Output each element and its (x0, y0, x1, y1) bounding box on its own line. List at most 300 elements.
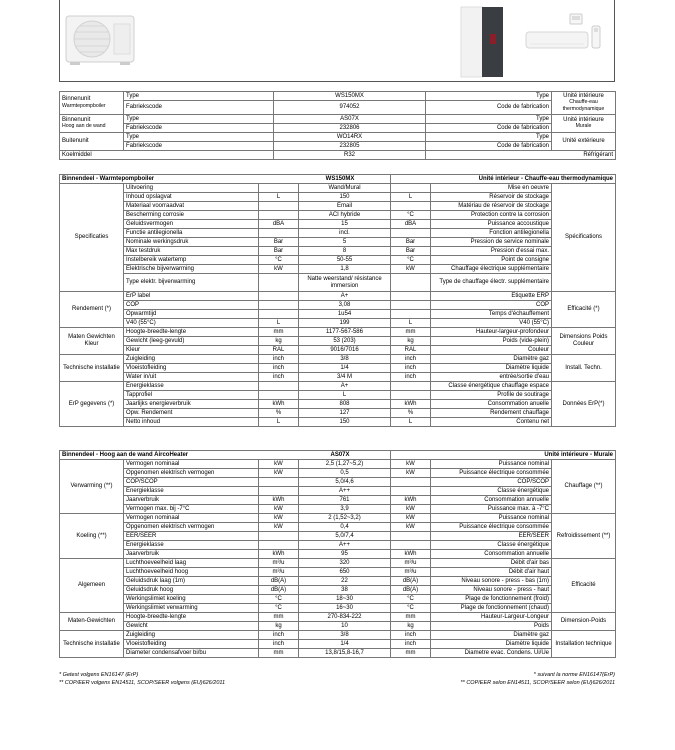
spec-unit-fr: L (391, 193, 431, 202)
spec-unit-fr: mm (391, 613, 431, 622)
spec-row (60, 373, 616, 382)
spec-unit-fr: Bar (391, 247, 431, 256)
spec-value: 5,0/7,4 (299, 532, 391, 541)
spec-label: Uitvoering (124, 184, 259, 193)
spec-label: Materiaal voorraadvat (124, 202, 259, 211)
spec-value: 2,5 (1,27~5,2) (299, 460, 391, 469)
spec-row (60, 292, 616, 301)
spec-row (60, 550, 616, 559)
spec-unit: °C (259, 256, 299, 265)
spec-label: Jaarverbruik (124, 496, 259, 505)
spec-label: Gewicht (leeg-gevuld) (124, 337, 259, 346)
spec-label: Opgenomen elektrisch vermogen (124, 469, 259, 478)
overview-label: Type (124, 133, 274, 142)
spec-unit: kW (259, 514, 299, 523)
spec-label: Werkingslimiet verwarming (124, 604, 259, 613)
spec-label: V40 (55°C) (124, 319, 259, 328)
spec-label: Jaarverbruik (124, 550, 259, 559)
spec-value: L (299, 391, 391, 400)
spec-unit-fr: L (391, 418, 431, 427)
overview-value: 232806 (274, 124, 426, 133)
spec-value: 0,5 (299, 469, 391, 478)
footnote-1-fr: * suivant la norme EN16147(ErP) (533, 672, 615, 678)
overview-value: WS150MX (274, 92, 426, 101)
spec-group-label: Maten Gewichten Kleur (60, 328, 124, 355)
spec-label: Opw. Rendement (124, 409, 259, 418)
spec-value: 1177-567-586 (299, 328, 391, 337)
spec-label-fr: Matériau de réservoir de stockage (431, 202, 552, 211)
spec-unit: kW (259, 505, 299, 514)
spec-unit-fr (391, 184, 431, 193)
spec-unit: kWh (259, 550, 299, 559)
spec-unit: dB(A) (259, 586, 299, 595)
overview-group-fr: Unité intérieure Chauffe-eau thermodynamique (552, 92, 616, 115)
spec-label-fr: Hauteur-largeur-profondeur (431, 328, 552, 337)
spec-unit-fr: mm (391, 328, 431, 337)
spec-row (60, 487, 616, 496)
spec-row (60, 400, 616, 409)
spec-value: 3,9 (299, 505, 391, 514)
overview-label-fr: Code de fabrication (426, 124, 552, 133)
spec-label-fr: COP (431, 301, 552, 310)
spec-label-fr: Réservoir de stockage (431, 193, 552, 202)
spec-value: 38 (299, 586, 391, 595)
spec-unit-fr: kW (391, 523, 431, 532)
spec-row (60, 496, 616, 505)
spec-row (60, 337, 616, 346)
spec-label-fr: Diamètre liquide (431, 364, 552, 373)
spec-unit: L (259, 319, 299, 328)
overview-label: Fabriekscode (124, 142, 274, 151)
spec-row (60, 418, 616, 427)
wall-header-nl: Binnendeel - Hoog aan de wand AircoHeater (60, 451, 391, 460)
spec-group-label-fr: Efficacité (552, 559, 616, 613)
spec-unit: L (259, 193, 299, 202)
spec-group-label: Algemeen (60, 559, 124, 613)
overview-group: Binnenunit Warmtepompboiler (60, 92, 124, 115)
spec-label: Vermogen max. bij -7°C (124, 505, 259, 514)
spec-row (60, 568, 616, 577)
spec-group-label: Technische installatie (60, 355, 124, 382)
spec-unit: kg (259, 622, 299, 631)
spec-unit-fr: °C (391, 604, 431, 613)
spec-unit: inch (259, 640, 299, 649)
spec-value: 320 (299, 559, 391, 568)
spec-value: 1u54 (299, 310, 391, 319)
spec-unit-fr: °C (391, 595, 431, 604)
spec-label-fr: Débit d'air haut (431, 568, 552, 577)
spec-label-fr: Mise en oeuvre (431, 184, 552, 193)
spec-value: 3/8 (299, 631, 391, 640)
spec-unit-fr: m³/u (391, 559, 431, 568)
spec-unit-fr (391, 532, 431, 541)
overview-value: AS07X (274, 115, 426, 124)
spec-unit-fr: L (391, 319, 431, 328)
spec-label: Water in/uit (124, 373, 259, 382)
spec-label-fr: Rendement chauffage (431, 409, 552, 418)
spec-value: Wand/Mural (299, 184, 391, 193)
spec-label-fr: COP/SCOP (431, 478, 552, 487)
spec-unit-fr (391, 391, 431, 400)
spec-label-fr: entrée/sortie d'eau (431, 373, 552, 382)
spec-unit-fr: kg (391, 337, 431, 346)
spec-unit: dB(A) (259, 577, 299, 586)
spec-label: COP/SCOP (124, 478, 259, 487)
spec-unit-fr: RAL (391, 346, 431, 355)
spec-group-label-fr: Efficacité (*) (552, 292, 616, 328)
footnote-2: ** COP/EER volgens EN14511, SCOP/SEER volgens (EU)626/2011 (59, 679, 226, 686)
spec-group-label-fr: Spécifications (552, 184, 616, 292)
spec-label: Jaarlijks energieverbruik (124, 400, 259, 409)
spec-label: Zuigleiding (124, 355, 259, 364)
spec-value: 1/4 (299, 364, 391, 373)
spec-label: Luchthoeveelheid hoog (124, 568, 259, 577)
spec-row (60, 523, 616, 532)
spec-row (60, 649, 616, 658)
spec-unit: kW (259, 265, 299, 274)
spec-row (60, 211, 616, 220)
wall-header-fr: Unité intérieure - Murale (391, 451, 616, 460)
spec-label-fr: Diamètre gaz (431, 355, 552, 364)
spec-unit-fr (391, 478, 431, 487)
spec-label: Energieklasse (124, 541, 259, 550)
spec-unit: m³/u (259, 568, 299, 577)
spec-label-fr: Profile de soutirage (431, 391, 552, 400)
spec-unit-fr (391, 310, 431, 319)
boiler-spec-table (59, 174, 616, 427)
spec-label-fr: Poids (431, 622, 552, 631)
spec-label: Opwarmtijd (124, 310, 259, 319)
spec-unit (259, 310, 299, 319)
spec-label: Tapprofiel (124, 391, 259, 400)
overview-label-fr: Code de fabrication (426, 142, 552, 151)
spec-row (60, 229, 616, 238)
wall-header-model: AS07X (330, 452, 350, 458)
spec-unit (259, 391, 299, 400)
spec-row (60, 613, 616, 622)
spec-value: 8 (299, 247, 391, 256)
spec-unit-fr: dB(A) (391, 577, 431, 586)
spec-label-fr: Contenu net (431, 418, 552, 427)
spec-label-fr: EER/SEER (431, 532, 552, 541)
spec-label-fr: Classe énergétique (431, 541, 552, 550)
spec-label-fr: Fonction antilegionella (431, 229, 552, 238)
spec-label-fr: Couleur (431, 346, 552, 355)
spec-label-fr: Poids (vide-plein) (431, 337, 552, 346)
spec-value: 270-834-222 (299, 613, 391, 622)
spec-value: 95 (299, 550, 391, 559)
spec-row (60, 460, 616, 469)
spec-unit: mm (259, 613, 299, 622)
spec-row (60, 622, 616, 631)
footnotes-nl (59, 672, 225, 687)
spec-unit: kg (259, 337, 299, 346)
spec-value: 18~30 (299, 595, 391, 604)
spec-unit-fr: kW (391, 265, 431, 274)
spec-label-fr: Hauteur-Largeur-Longeur (431, 613, 552, 622)
spec-value: 22 (299, 577, 391, 586)
spec-row (60, 577, 616, 586)
spec-unit-fr: inch (391, 364, 431, 373)
spec-value: 0,4 (299, 523, 391, 532)
spec-label: Kleur (124, 346, 259, 355)
spec-label: Geluidsdruk laag (1m) (124, 577, 259, 586)
spec-row (60, 532, 616, 541)
spec-row (60, 319, 616, 328)
spec-row (60, 640, 616, 649)
spec-row (60, 631, 616, 640)
spec-row (60, 310, 616, 319)
spec-unit: kWh (259, 496, 299, 505)
spec-unit: inch (259, 355, 299, 364)
spec-unit-fr (391, 292, 431, 301)
overview-label-fr: Type (426, 92, 552, 101)
spec-value: 3/4 M (299, 373, 391, 382)
spec-unit-fr: °C (391, 211, 431, 220)
spec-label-fr: Puissance nominal (431, 460, 552, 469)
spec-unit-fr (391, 301, 431, 310)
spec-row (60, 391, 616, 400)
spec-row (60, 586, 616, 595)
spec-group-label-fr: Installation technique (552, 631, 616, 658)
spec-label-fr: Classe énergétique chauffage espace (431, 382, 552, 391)
spec-label-fr: Pression d'essai max. (431, 247, 552, 256)
spec-unit: inch (259, 364, 299, 373)
spec-unit: inch (259, 631, 299, 640)
outdoor-unit-image (64, 14, 136, 66)
spec-label: Max testdruk (124, 247, 259, 256)
spec-unit (259, 211, 299, 220)
overview-label: Fabriekscode (124, 124, 274, 133)
spec-group-label: Koeling (**) (60, 514, 124, 559)
spec-label-fr: Diametre evac. Condens. Ui/Ue (431, 649, 552, 658)
spec-unit (259, 541, 299, 550)
spec-value: 199 (299, 319, 391, 328)
spec-value: 3,08 (299, 301, 391, 310)
spec-label-fr: Point de consigne (431, 256, 552, 265)
spec-unit-fr: % (391, 409, 431, 418)
wall-unit-spec-table (59, 450, 616, 658)
overview-group-fr: Unité intérieure Murale (552, 115, 616, 133)
spec-unit-fr: mm (391, 649, 431, 658)
spec-unit-fr: kW (391, 460, 431, 469)
spec-unit: Bar (259, 238, 299, 247)
spec-unit-fr: kW (391, 505, 431, 514)
spec-row (60, 505, 616, 514)
spec-unit: mm (259, 649, 299, 658)
spec-label: Nominale werkingsdruk (124, 238, 259, 247)
spec-row (60, 346, 616, 355)
spec-row (60, 184, 616, 193)
spec-label: Instelbereik watertemp (124, 256, 259, 265)
spec-group-label-fr: Refroidissement (**) (552, 514, 616, 559)
spec-value: 127 (299, 409, 391, 418)
spec-group-label-fr: Install. Techn. (552, 355, 616, 382)
spec-row (60, 328, 616, 337)
spec-row (60, 364, 616, 373)
spec-unit: RAL (259, 346, 299, 355)
spec-value: 13,8/15,8-16,7 (299, 649, 391, 658)
spec-unit-fr: kWh (391, 550, 431, 559)
spec-label: Type elektr. bijverwarming (124, 274, 259, 292)
spec-value: 2 (1,52~3,2) (299, 514, 391, 523)
spec-value: Natte weerstand/ résistance immersion (299, 274, 391, 292)
spec-value: 5 (299, 238, 391, 247)
spec-unit: kW (259, 523, 299, 532)
spec-label: ErP label (124, 292, 259, 301)
spec-unit (259, 292, 299, 301)
spec-label: Inhoud opslagvat (124, 193, 259, 202)
spec-label: Hoogte-breedte-lengte (124, 613, 259, 622)
spec-label-fr: Puissance nominal (431, 514, 552, 523)
spec-value: A++ (299, 487, 391, 496)
spec-label-fr: Niveau sonore - press - bas (1m) (431, 577, 552, 586)
boiler-header-nl: Binnendeel - Warmtepompboiler (60, 175, 391, 184)
spec-group-label: ErP gegevens (*) (60, 382, 124, 427)
spec-unit-fr: kWh (391, 400, 431, 409)
spec-row (60, 247, 616, 256)
spec-row (60, 301, 616, 310)
spec-label: Vloeistofleiding (124, 640, 259, 649)
spec-unit: L (259, 418, 299, 427)
spec-unit-fr: dB(A) (391, 586, 431, 595)
boiler-header-fr: Unité intérieur - Chauffe-eau thermodynamique (391, 175, 616, 184)
spec-value: 15 (299, 220, 391, 229)
boiler-header-model: WS150MX (325, 176, 355, 182)
spec-row (60, 256, 616, 265)
spec-label-fr: Consommation annuelle (431, 496, 552, 505)
spec-unit: m³/u (259, 559, 299, 568)
spec-label: Gewicht (124, 622, 259, 631)
spec-unit-fr: inch (391, 640, 431, 649)
spec-row (60, 202, 616, 211)
spec-unit (259, 184, 299, 193)
spec-group-label-fr: Données ErP(*) (552, 382, 616, 427)
spec-value: 53 (203) (299, 337, 391, 346)
spec-label-fr: Plage de fonctionnement (froid) (431, 595, 552, 604)
spec-label-fr: Plage de fonctionnement (chaud) (431, 604, 552, 613)
spec-value: 1,8 (299, 265, 391, 274)
spec-value: A++ (299, 541, 391, 550)
spec-label-fr: Type de chauffage électr. supplémentaire (431, 274, 552, 292)
footnotes-fr (461, 672, 615, 687)
spec-unit-fr: inch (391, 355, 431, 364)
spec-label-fr: Puissance max. à -7°C (431, 505, 552, 514)
spec-group-label-fr: Dimensions Poids Couleur (552, 328, 616, 355)
spec-label: Geluidsdruk hoog (124, 586, 259, 595)
spec-row (60, 514, 616, 523)
spec-group-label: Verwarming (**) (60, 460, 124, 514)
spec-unit-fr: inch (391, 373, 431, 382)
spec-value: 808 (299, 400, 391, 409)
spec-row (60, 238, 616, 247)
spec-unit-fr (391, 541, 431, 550)
refrigerant-value: R32 (274, 151, 426, 160)
spec-row (60, 382, 616, 391)
spec-unit-fr: kg (391, 622, 431, 631)
spec-label-fr: Consommation anuelle (431, 400, 552, 409)
spec-group-label: Technische installatie (60, 631, 124, 658)
spec-row (60, 604, 616, 613)
spec-group-label-fr: Chauffage (**) (552, 460, 616, 514)
spec-value: 5,0/4,6 (299, 478, 391, 487)
overview-group: Binnenunit Hoog aan de wand (60, 115, 124, 133)
overview-table (59, 91, 616, 160)
spec-label: Elektrische bijverwarming (124, 265, 259, 274)
overview-value: WO14RX (274, 133, 426, 142)
spec-unit-fr: dBA (391, 220, 431, 229)
overview-value: 974052 (274, 101, 426, 115)
spec-unit: Bar (259, 247, 299, 256)
spec-unit (259, 274, 299, 292)
spec-label-fr: Temps d'échauffement (431, 310, 552, 319)
spec-label-fr: Protection contre la corrosion (431, 211, 552, 220)
spec-label: Opgenomen elektrisch vermogen (124, 523, 259, 532)
spec-value: 1/4 (299, 640, 391, 649)
spec-label-fr: V40 (55°C) (431, 319, 552, 328)
spec-label: Luchthoeveelheid laag (124, 559, 259, 568)
spec-unit-fr: kW (391, 469, 431, 478)
spec-value: ACI hybride (299, 211, 391, 220)
spec-unit: °C (259, 604, 299, 613)
overview-group: Buitenunit (60, 133, 124, 151)
heat-pump-boiler-image (460, 6, 504, 78)
overview-label-fr: Type (426, 133, 552, 142)
spec-label: Vermogen nominaal (124, 460, 259, 469)
spec-value: 3/8 (299, 355, 391, 364)
spec-row (60, 220, 616, 229)
spec-row (60, 559, 616, 568)
spec-row (60, 265, 616, 274)
footnote-2-fr: ** COP/EER selon EN14511, SCOP/SEER selon (EU)626/2011 (460, 679, 615, 686)
spec-unit (259, 532, 299, 541)
footnote-1: * Getest volgens EN16147 (ErP) (59, 672, 139, 678)
spec-value: 150 (299, 418, 391, 427)
spec-unit-fr: kW (391, 514, 431, 523)
spec-label-fr: Puissance électrique consommée (431, 523, 552, 532)
overview-label-fr: Code de fabrication (426, 101, 552, 115)
spec-label-fr: Puissance électrique consommée (431, 469, 552, 478)
spec-value: A+ (299, 292, 391, 301)
spec-value: 650 (299, 568, 391, 577)
spec-unit (259, 487, 299, 496)
overview-label: Type (124, 92, 274, 101)
spec-value: 16~30 (299, 604, 391, 613)
overview-label: Fabriekscode (124, 101, 274, 115)
spec-unit (259, 301, 299, 310)
spec-value: 9016/7016 (299, 346, 391, 355)
spec-unit: °C (259, 595, 299, 604)
spec-label-fr: Etiquette ERP (431, 292, 552, 301)
spec-label: Werkingslimiet koeling (124, 595, 259, 604)
spec-label-fr: Diamètre gaz (431, 631, 552, 640)
spec-label: Netto inhoud (124, 418, 259, 427)
spec-value: 150 (299, 193, 391, 202)
spec-unit (259, 382, 299, 391)
spec-unit-fr: m³/u (391, 568, 431, 577)
spec-unit-fr: inch (391, 631, 431, 640)
spec-row (60, 595, 616, 604)
overview-label-fr: Type (426, 115, 552, 124)
spec-label-fr: Débit d'air bas (431, 559, 552, 568)
overview-group-fr: Unité extérieure (552, 133, 616, 151)
spec-label-fr: Diamètre liquide (431, 640, 552, 649)
spec-label: Hoogte-breedte-lengte (124, 328, 259, 337)
spec-label-fr: Consommation annuelle (431, 550, 552, 559)
refrigerant-label-fr: Réfrigérant (426, 151, 616, 160)
spec-label: Functie antilegionella (124, 229, 259, 238)
spec-group-label-fr: Dimension-Poids (552, 613, 616, 631)
